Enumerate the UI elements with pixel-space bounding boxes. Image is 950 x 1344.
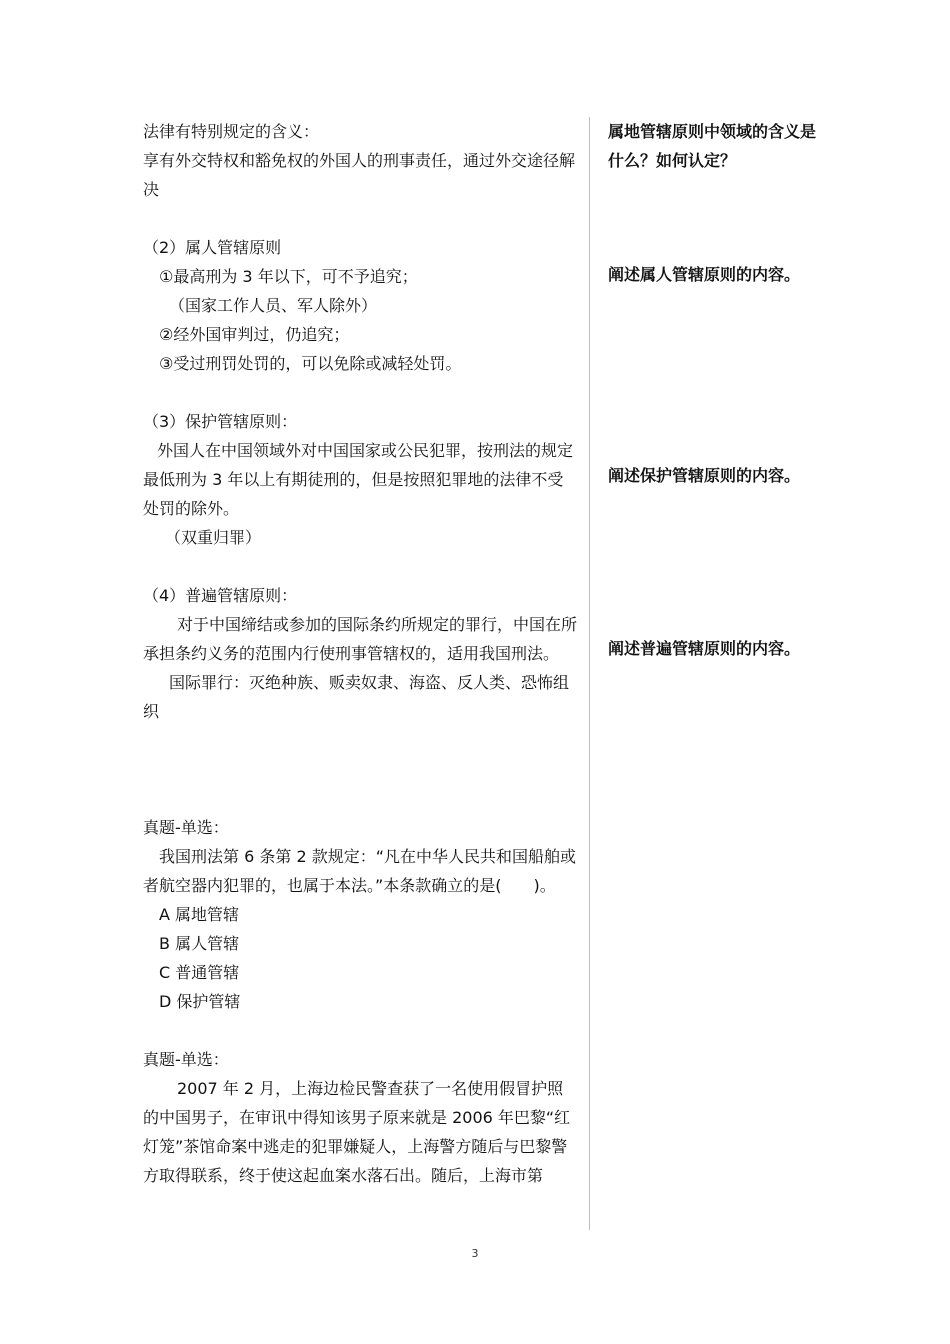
section3-heading: （3）保护管辖原则：	[143, 412, 298, 431]
question1-option-a: A 属地管辖	[159, 905, 240, 924]
main-column	[143, 117, 579, 1190]
section2-item-2: （国家工作人员、军人除外）	[169, 296, 378, 315]
side-question-2: 阐述属人管辖原则的内容。	[608, 265, 801, 284]
section3-note: （双重归罪）	[165, 528, 262, 547]
question2-stem: 2007 年 2 月，上海边检民警查获了一名使用假冒护照的中国男子，在审讯中得知该男子原来就是 2006 年巴黎“红灯笼”茶馆命案中逃走的犯罪嫌疑人，上海警方随后与巴黎警方取得联系，终于使这起血案水落石出。随后，上海市第	[143, 1079, 571, 1185]
section4-crimes: 国际罪行：灭绝种族、贩卖奴隶、海盗、反人类、恐怖组织	[143, 673, 570, 721]
section3-body: 外国人在中国领域外对中国国家或公民犯罪，按刑法的规定最低刑为 3 年以上有期徒刑的，但是按照犯罪地的法律不受处罚的除外。	[143, 441, 574, 518]
side-question-1: 属地管辖原则中领域的含义是什么？如何认定？	[608, 122, 817, 170]
question1-option-d: D 保护管辖	[159, 992, 241, 1011]
question1-label: 真题-单选：	[143, 818, 229, 837]
intro-line-2: 享有外交特权和豁免权的外国人的刑事责任，通过外交途径解决	[143, 151, 576, 199]
section4-heading: （4）普遍管辖原则：	[143, 586, 298, 605]
page-number: 3	[471, 1247, 479, 1260]
section2-heading: （2）属人管辖原则	[143, 238, 282, 257]
section4-body: 对于中国缔结或参加的国际条约所规定的罪行，中国在所承担条约义务的范围内行使刑事管辖权的，适用我国刑法。	[143, 615, 578, 663]
section2-item-4: ③受过刑罚处罚的，可以免除或减轻处罚。	[159, 354, 462, 373]
side-question-3: 阐述保护管辖原则的内容。	[608, 466, 801, 485]
question1-stem: 我国刑法第 6 条第 2 款规定：“凡在中华人民共和国船舶或者航空器内犯罪的，也属于本法。”本条款确立的是( )。	[143, 847, 576, 895]
column-divider	[589, 117, 590, 1230]
section2-item-1: ①最高刑为 3 年以下，可不予追究；	[159, 267, 418, 286]
question1-option-b: B 属人管辖	[159, 934, 240, 953]
question2-label: 真题-单选：	[143, 1050, 229, 1069]
section2-item-3: ②经外国审判过，仍追究；	[159, 325, 350, 344]
question1-option-c: C 普通管辖	[159, 963, 240, 982]
intro-line-1: 法律有特别规定的含义：	[143, 122, 320, 141]
side-question-4: 阐述普遍管辖原则的内容。	[608, 639, 801, 658]
